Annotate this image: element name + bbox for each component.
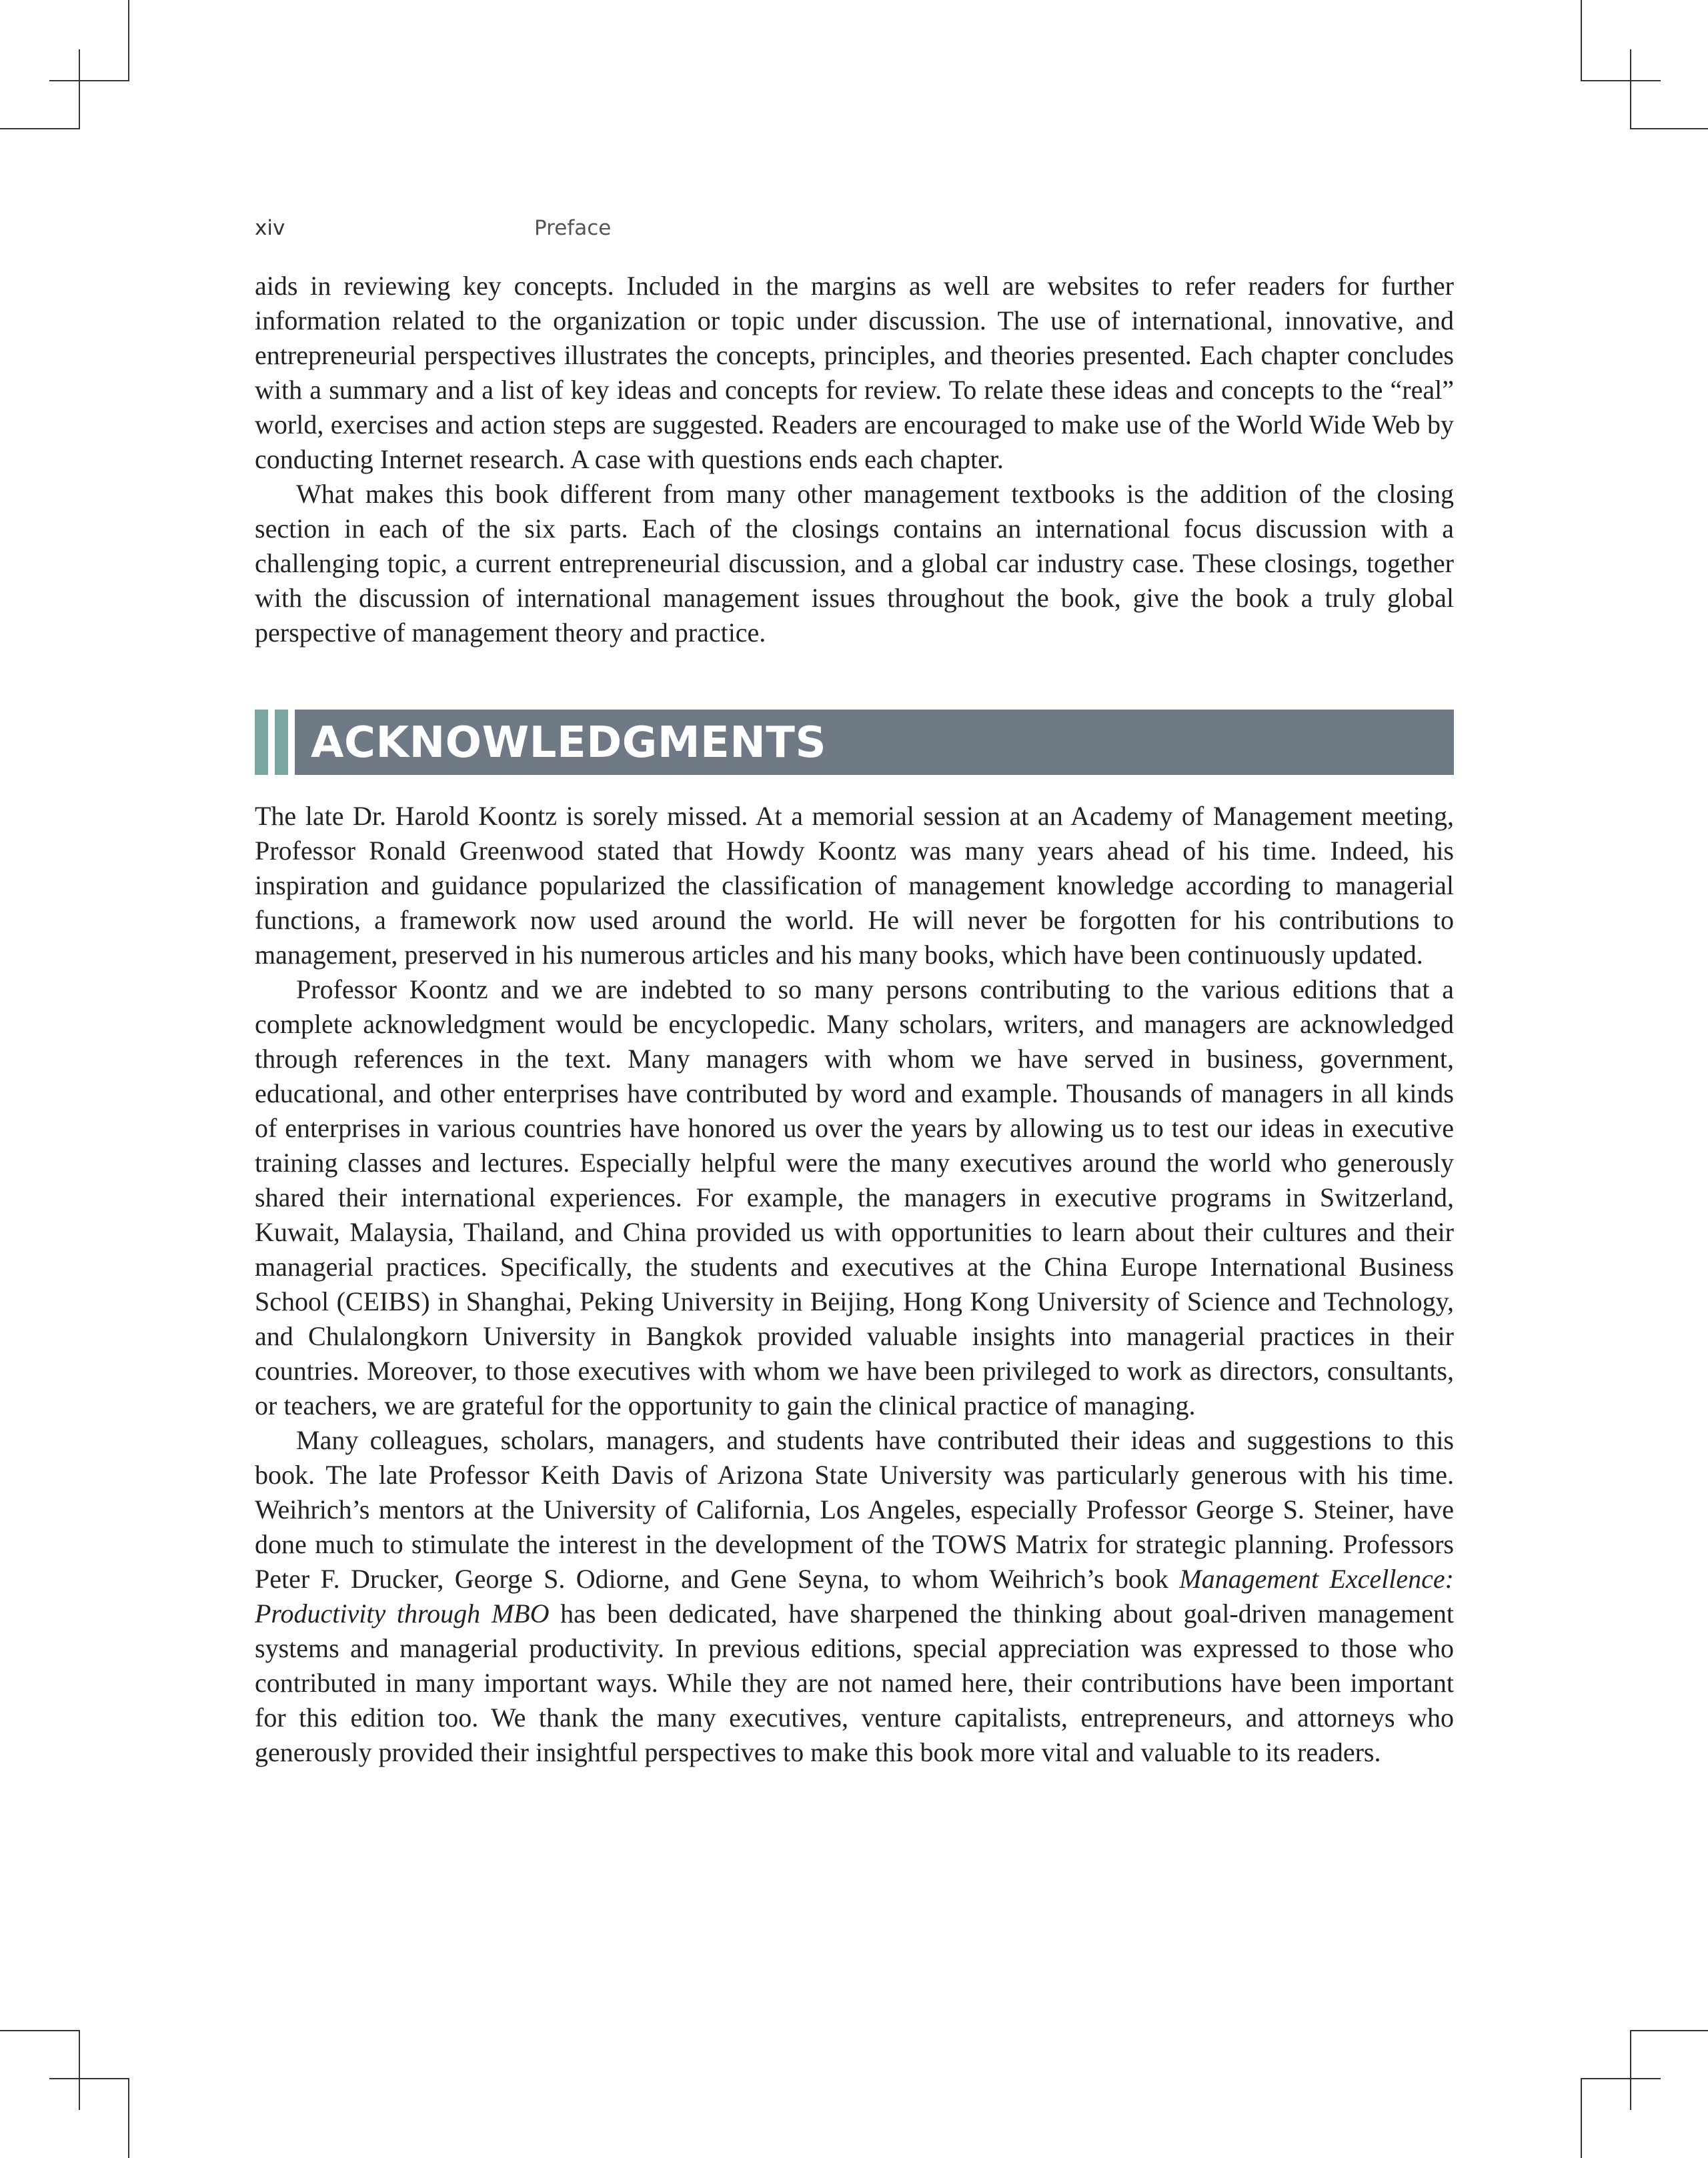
crop-mark-tr-v (1581, 0, 1582, 81)
ack-paragraph-3-end: has been dedicated, have sharpened the thinking about goal-driven management systems and managerial productivity. In previous editions, special appreciation was expressed to those who contributed in many important ways. While they are not named here, their contributions have been important for this edition too. We thank the many executives, venture capitalists, entrepreneurs, and attorneys who generously provided their insightful perspectives to make this book more vital and valuable to its readers. (255, 1598, 1454, 1767)
crop-mark-tl-v2 (79, 49, 80, 129)
crop-mark-bl-v2 (128, 2078, 129, 2158)
ack-paragraph-2: Professor Koontz and we are indebted to so many persons contributing to the various editions that a complete acknowledgment would be encyclopedic. Many scholars, writers, and managers are acknowledged through references in the text. Many managers with whom we have served in business, government, educational, and other enterprises have contributed by word and example. Thousands of managers in all kinds of enterprises in various countries have honored us over the years by allowing us to test our ideas in executive training classes and lectures. Especially helpful were the many executives around the world who generously shared their international experiences. For example, the managers in executive programs in Switzerland, Kuwait, Malaysia, Thailand, and China provided us with opportunities to learn about their cultures and their managerial practices. Specifically, the students and executives at the China Europe International Business School (CEIBS) in Shanghai, Peking University in Beijing, Hong Kong University of Science and Technology, and Chulalongkorn University in Bangkok provided valuable insights into managerial practices in their countries. Moreover, to those executives with whom we have been privileged to work as directors, consultants, or teachers, we are grateful for the opportunity to gain the clinical practice of managing. (255, 974, 1454, 1420)
ack-paragraph-3-start: Many colleagues, scholars, managers, and students have contributed their ideas and suggestions to this book. The late Professor Keith Davis of Arizona State University was particularly generous with his time. Weihrich’s mentors at the University of California, Los Angeles, especially Professor George S. Steiner, have done much to stimulate the interest in the development of the TOWS Matrix for strategic planning. Professors Peter F. Drucker, George S. Odiorne, and Gene Seyna, to whom Weihrich’s book (255, 1425, 1454, 1594)
intro-paragraph-1: aids in reviewing key concepts. Included in the margins as well are websites to refer readers for further information related to the organization or topic under discussion. The use of international, innovative, and entrepreneurial perspectives illustrates the concepts, principles, and theories presented. Each chapter concludes with a summary and a list of key ideas and concepts for review. To relate these ideas and concepts to the “real” world, exercises and action steps are suggested. Readers are encouraged to make use of the World Wide Web by conducting Internet research. A case with questions ends each chapter. (255, 271, 1454, 474)
running-head (255, 216, 1454, 243)
crop-mark-bl-h2 (49, 2078, 129, 2079)
crop-mark-br-v2 (1581, 2078, 1582, 2158)
crop-mark-bl-v (79, 2030, 80, 2110)
acknowledgments-heading (255, 710, 1454, 775)
ack-paragraph-3 (255, 1423, 1454, 1770)
crop-mark-tr-h2 (1630, 128, 1708, 129)
crop-mark-bl-h (0, 2030, 80, 2031)
crop-mark-br-h2 (1581, 2078, 1661, 2079)
crop-mark-tl-h (49, 80, 129, 81)
intro-text (255, 269, 1454, 650)
crop-mark-tr-h (1581, 80, 1661, 81)
ack-paragraph-1: The late Dr. Harold Koontz is sorely missed. At a memorial session at an Academy of Management meeting, Professor Ronald Greenwood stated that Howdy Koontz was many years ahead of his time. Indeed, his inspiration and guidance popularized the classification of management knowledge according to managerial functions, a framework now used around the world. He will never be forgotten for his contributions to management, preserved in his numerous articles and his many books, which have been continuously updated. (255, 801, 1454, 970)
acknowledgments-text (255, 799, 1454, 1770)
crop-mark-br-h (1630, 2030, 1708, 2031)
heading-label: ACKNOWLEDGMENTS (311, 718, 827, 768)
crop-mark-tl-v (128, 0, 129, 81)
intro-paragraph-2: What makes this book different from many other management textbooks is the addition of the closing section in each of the six parts. Each of the closings contains an international focus discussion with a challenging topic, a current entrepreneurial discussion, and a global car industry case. These closings, together with the discussion of international management issues throughout the book, give the book a truly global perspective of management theory and practice. (255, 479, 1454, 648)
section-title: Preface (534, 216, 612, 240)
crop-mark-br-v (1630, 2030, 1631, 2110)
crop-mark-tl-h2 (0, 128, 80, 129)
heading-accent-bar (255, 710, 268, 775)
page-number: xiv (255, 216, 285, 240)
book-title: Management Excellence: Productivity through MBO (255, 1564, 1454, 1629)
crop-mark-tr-v2 (1630, 49, 1631, 129)
heading-accent-bar (275, 710, 288, 775)
heading-band (295, 710, 1454, 775)
